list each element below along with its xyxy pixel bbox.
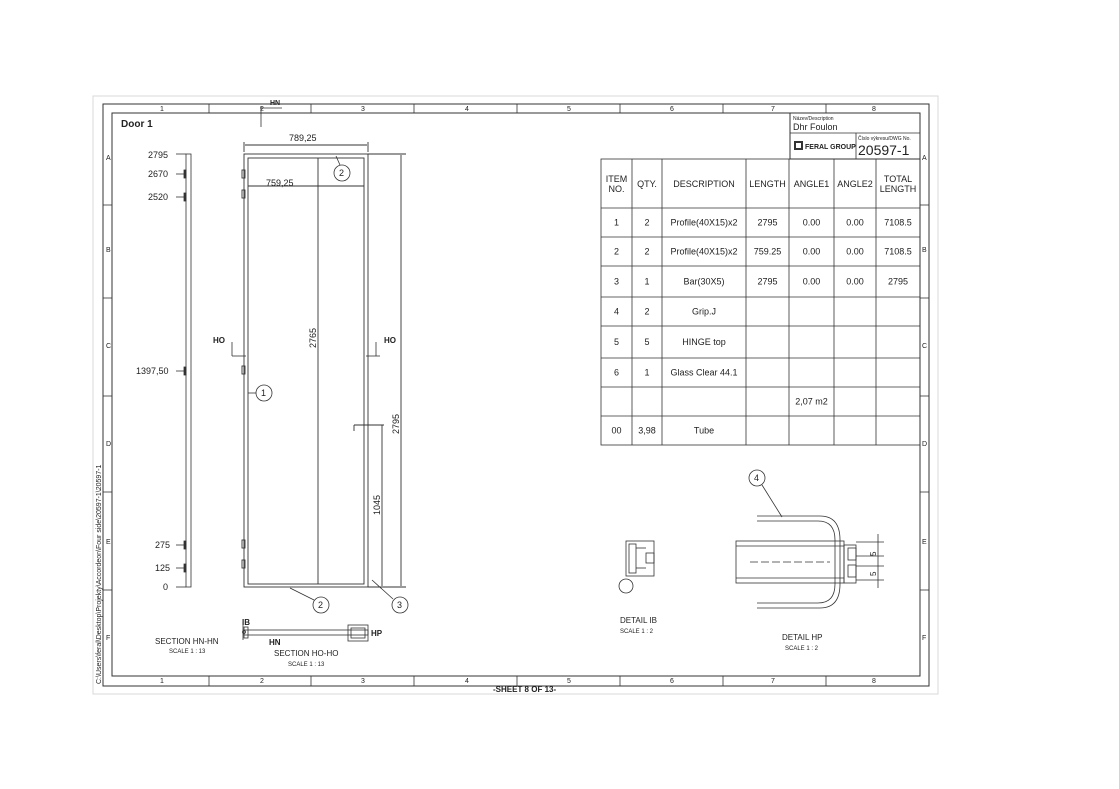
zone-col-2-top: 2 bbox=[260, 106, 264, 113]
bom-cell: 1 bbox=[644, 367, 650, 378]
bom-cell: 0.00 bbox=[802, 217, 821, 228]
bom-cell: 00 bbox=[611, 425, 622, 436]
bom-header-cell: ITEM bbox=[605, 174, 628, 184]
bom-header-cell: QTY. bbox=[637, 179, 657, 189]
bom-cell: HINGE top bbox=[682, 337, 726, 347]
dim-height-1045: 1045 bbox=[372, 494, 382, 515]
bom-cell: 0.00 bbox=[802, 246, 821, 257]
zone-col-1-top: 1 bbox=[160, 106, 164, 113]
bom-header-cell: LENGTH bbox=[879, 184, 917, 194]
balloon-1: 1 bbox=[261, 388, 267, 398]
zone-col-3-bottom: 3 bbox=[361, 678, 365, 685]
bom-cell: 2 bbox=[644, 246, 650, 257]
dim-0-ord: 0 bbox=[163, 582, 169, 592]
detail-hp-label: DETAIL HP bbox=[782, 633, 823, 642]
title-desc-value: Dhr Foulon bbox=[793, 122, 838, 132]
bom-cell: 4 bbox=[613, 306, 620, 317]
section-tag-hp: HP bbox=[371, 629, 383, 638]
zone-row-d-right: D bbox=[922, 441, 928, 448]
bom-cell: 2795 bbox=[887, 276, 909, 287]
zone-col-7-top: 7 bbox=[771, 106, 775, 113]
zone-row-a-left: A bbox=[106, 155, 111, 162]
zone-row-e-left: E bbox=[106, 539, 111, 546]
bom-cell: 2 bbox=[613, 246, 620, 257]
bom-cell: 6 bbox=[613, 367, 620, 378]
bom-cell: Grip.J bbox=[691, 306, 717, 317]
zone-row-b-left: B bbox=[106, 247, 111, 254]
dim-height-2765: 2765 bbox=[308, 327, 318, 348]
file-path: C:\Users\feral\Desktop\Projekty\Accordeon\Four side\20597-1\20597-1 bbox=[96, 464, 103, 684]
balloon-4: 4 bbox=[754, 473, 760, 483]
bom-header-cell: NO. bbox=[608, 184, 625, 194]
zone-row-a-right: A bbox=[922, 155, 927, 162]
balloon-2-top: 2 bbox=[339, 168, 345, 178]
dim-width-759: 759,25 bbox=[266, 178, 294, 188]
bom-cell: 2795 bbox=[757, 276, 778, 287]
detail-hp-scale: SCALE 1 : 2 bbox=[785, 646, 819, 652]
bom-cell: 3 bbox=[613, 276, 620, 287]
zone-row-f-left: F bbox=[106, 635, 111, 642]
bom-cell: 1 bbox=[613, 217, 620, 228]
cut-label-hn-top: HN bbox=[270, 100, 281, 107]
section-ho-scale: SCALE 1 : 13 bbox=[288, 662, 325, 668]
dim-125-ord: 125 bbox=[155, 563, 171, 573]
bom-cell: 0.00 bbox=[846, 246, 864, 257]
bom-cell: 2795 bbox=[757, 217, 778, 228]
cut-label-ho-left: HO bbox=[213, 336, 225, 345]
bom-cell: Tube bbox=[693, 425, 715, 436]
zone-row-e-right: E bbox=[922, 539, 927, 546]
section-tag-ib: IB bbox=[242, 618, 250, 627]
detail-ib-label: DETAIL IB bbox=[620, 616, 657, 625]
zone-col-6-top: 6 bbox=[670, 106, 674, 113]
zone-row-d-left: D bbox=[106, 441, 112, 448]
bom-cell: 2 bbox=[644, 306, 650, 317]
dim-width-789: 789,25 bbox=[289, 133, 317, 143]
zone-col-5-bottom: 5 bbox=[567, 678, 571, 685]
bom-cell: 3,98 bbox=[638, 425, 656, 436]
balloon-3: 3 bbox=[397, 600, 403, 610]
title-dwg-value: 20597-1 bbox=[858, 142, 910, 158]
zone-col-8-bottom: 8 bbox=[872, 678, 876, 685]
bom-cell: 1 bbox=[644, 276, 650, 287]
bom-cell: 2,07 m2 bbox=[795, 396, 828, 407]
dim-275-ord: 275 bbox=[155, 540, 171, 550]
bom-cell: Profile(40X15)x2 bbox=[670, 246, 738, 257]
title-desc-label: Název/Description bbox=[793, 116, 834, 122]
bom-cell: Bar(30X5) bbox=[683, 276, 725, 287]
section-tag-hn: HN bbox=[269, 638, 281, 647]
bom-cell: 7108.5 bbox=[884, 217, 912, 228]
section-hn-scale: SCALE 1 : 13 bbox=[169, 649, 206, 655]
zone-col-5-top: 5 bbox=[567, 106, 571, 113]
view-title: Door 1 bbox=[121, 119, 153, 130]
title-dwg-label: Číslo výkresu/DWG No. bbox=[858, 136, 911, 142]
zone-col-2-bottom: 2 bbox=[260, 678, 264, 685]
zone-col-1-bottom: 1 bbox=[160, 678, 164, 685]
detail-ib-scale: SCALE 1 : 2 bbox=[620, 629, 654, 635]
bom-header-cell: DESCRIPTION bbox=[673, 179, 735, 189]
dim-2670-ord: 2670 bbox=[148, 169, 169, 179]
bom-cell: 5 bbox=[644, 337, 650, 347]
balloon-2-bottom: 2 bbox=[318, 600, 324, 610]
bom-cell: 0.00 bbox=[846, 276, 864, 287]
bom-cell: 0.00 bbox=[802, 276, 821, 287]
zone-col-6-bottom: 6 bbox=[670, 678, 674, 685]
bom-cell: 5 bbox=[613, 337, 620, 347]
bom-header-cell: ANGLE2 bbox=[837, 179, 873, 189]
zone-col-4-bottom: 4 bbox=[465, 678, 469, 685]
dim-1397-ord: 1397,50 bbox=[136, 366, 169, 376]
section-ho-label: SECTION HO-HO bbox=[274, 649, 339, 658]
bom-header-cell: ANGLE1 bbox=[793, 179, 830, 189]
sheet-footer: -SHEET 8 OF 13- bbox=[493, 685, 557, 694]
cut-label-ho-right: HO bbox=[384, 336, 396, 345]
zone-col-3-top: 3 bbox=[361, 106, 365, 113]
zone-col-7-bottom: 7 bbox=[771, 678, 775, 685]
zone-col-8-top: 8 bbox=[872, 106, 876, 113]
title-block bbox=[790, 113, 920, 159]
title-logo: FERAL GROUP bbox=[805, 144, 856, 151]
section-hn-label: SECTION HN-HN bbox=[155, 637, 219, 646]
bom-cell: 2 bbox=[644, 217, 650, 228]
zone-row-f-right: F bbox=[922, 635, 927, 642]
dim-2520-ord: 2520 bbox=[148, 192, 169, 202]
zone-row-b-right: B bbox=[922, 247, 927, 254]
detail-hp-dim-1: 5 bbox=[869, 551, 878, 556]
dim-2795-ord: 2795 bbox=[148, 150, 169, 160]
bom-header-cell: TOTAL bbox=[883, 174, 913, 184]
bom-header-cell: LENGTH bbox=[749, 179, 786, 189]
bom-cell: 0.00 bbox=[846, 217, 864, 228]
zone-row-c-right: C bbox=[922, 343, 928, 350]
zone-row-c-left: C bbox=[106, 343, 112, 350]
dim-height-2795: 2795 bbox=[391, 413, 401, 434]
zone-col-4-top: 4 bbox=[465, 106, 469, 113]
detail-hp-dim-2: 5 bbox=[869, 571, 878, 576]
bom-cell: 7108.5 bbox=[884, 246, 912, 257]
bom-cell: 759.25 bbox=[753, 246, 782, 257]
bom-cell: Profile(40X15)x2 bbox=[670, 217, 738, 228]
bom-cell: Glass Clear 44.1 bbox=[670, 367, 738, 378]
